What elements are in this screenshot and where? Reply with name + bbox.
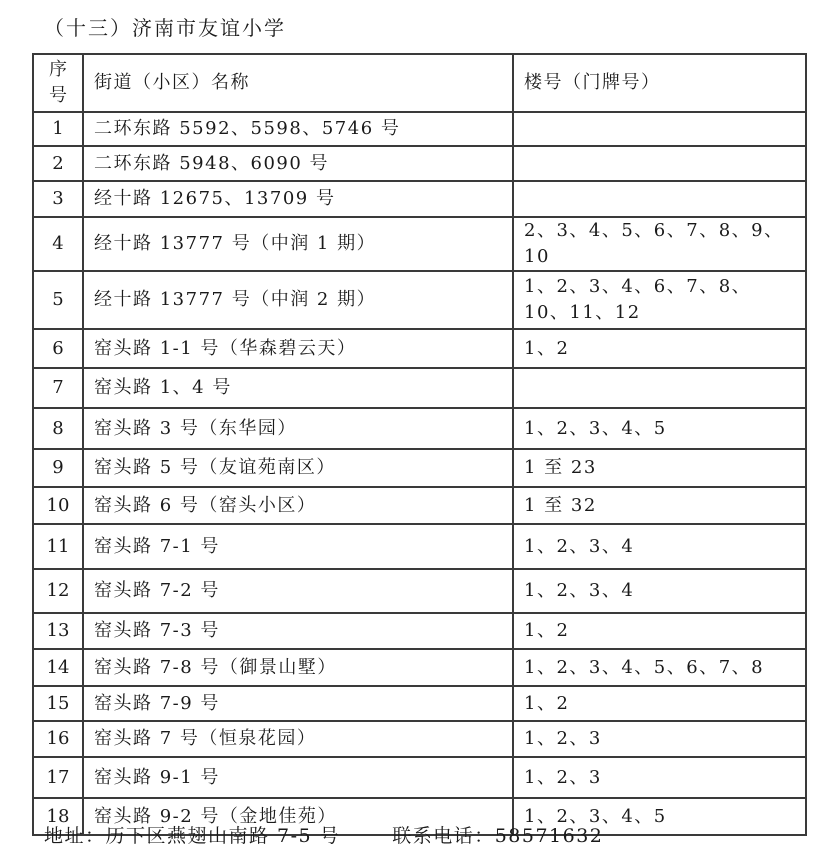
table-row — [33, 524, 806, 569]
row-street-name: 经十路 13777 号（中润 1 期） — [83, 217, 513, 271]
table-header-row — [33, 54, 806, 112]
row-street-name: 窑头路 1、4 号 — [83, 368, 513, 408]
row-serial-no: 15 — [33, 686, 83, 721]
row-street-name: 窑头路 3 号（东华园） — [83, 408, 513, 449]
header-serial-line1: 序 — [49, 59, 67, 80]
table-row — [33, 112, 806, 146]
row-building-no: 1、2、3、4、5 — [513, 408, 806, 449]
row-building-no: 1、2 — [513, 329, 806, 368]
row-serial-no: 4 — [33, 217, 83, 271]
row-street-name: 二环东路 5948、6090 号 — [83, 146, 513, 181]
footer-phone: 联系电话：58571632 — [392, 825, 604, 847]
header-serial-line2: 号 — [49, 85, 67, 106]
row-street-name: 窑头路 1-1 号（华森碧云天） — [83, 329, 513, 368]
row-street-name: 窑头路 5 号（友谊苑南区） — [83, 449, 513, 487]
row-serial-no: 17 — [33, 757, 83, 798]
row-serial-no: 2 — [33, 146, 83, 181]
row-building-no — [513, 368, 806, 408]
row-building-no — [513, 181, 806, 217]
table-row — [33, 329, 806, 368]
row-serial-no: 16 — [33, 721, 83, 757]
row-building-no: 2、3、4、5、6、7、8、9、10 — [513, 217, 806, 271]
table-row — [33, 271, 806, 329]
row-building-no: 1、2、3、4、6、7、8、10、11、12 — [513, 271, 806, 329]
row-serial-no: 14 — [33, 649, 83, 686]
row-street-name: 窑头路 7 号（恒泉花园） — [83, 721, 513, 757]
footer-address: 地址：历下区燕翅山南路 7-5 号 — [44, 825, 341, 847]
row-building-no: 1、2 — [513, 686, 806, 721]
table-row — [33, 613, 806, 649]
row-building-no: 1、2、3、4 — [513, 569, 806, 613]
row-street-name: 经十路 13777 号（中润 2 期） — [83, 271, 513, 329]
row-building-no: 1、2、3、4 — [513, 524, 806, 569]
row-building-no: 1 至 23 — [513, 449, 806, 487]
row-building-no: 1、2、3、4、5 — [513, 798, 806, 835]
table-row — [33, 368, 806, 408]
table-row — [33, 487, 806, 524]
row-street-name: 窑头路 7-2 号 — [83, 569, 513, 613]
row-serial-no: 8 — [33, 408, 83, 449]
row-serial-no: 11 — [33, 524, 83, 569]
row-street-name: 窑头路 7-9 号 — [83, 686, 513, 721]
table-row — [33, 449, 806, 487]
row-building-no: 1、2 — [513, 613, 806, 649]
table-row — [33, 217, 806, 271]
row-serial-no: 9 — [33, 449, 83, 487]
row-serial-no: 18 — [33, 798, 83, 835]
row-street-name: 窑头路 6 号（窑头小区） — [83, 487, 513, 524]
row-serial-no: 3 — [33, 181, 83, 217]
row-serial-no: 12 — [33, 569, 83, 613]
table-row — [33, 757, 806, 798]
table-row — [33, 721, 806, 757]
row-serial-no: 6 — [33, 329, 83, 368]
row-street-name: 窑头路 7-3 号 — [83, 613, 513, 649]
row-street-name: 窑头路 7-1 号 — [83, 524, 513, 569]
row-street-name: 窑头路 9-2 号（金地佳苑） — [83, 798, 513, 835]
header-building-no: 楼号（门牌号） — [513, 54, 806, 112]
row-street-name: 窑头路 9-1 号 — [83, 757, 513, 798]
table-row — [33, 408, 806, 449]
row-serial-no: 1 — [33, 112, 83, 146]
table-row — [33, 181, 806, 217]
row-building-no: 1、2、3、4、5、6、7、8 — [513, 649, 806, 686]
table-row — [33, 146, 806, 181]
header-serial-no — [33, 54, 83, 112]
table-row — [33, 569, 806, 613]
row-street-name: 经十路 12675、13709 号 — [83, 181, 513, 217]
row-street-name: 窑头路 7-8 号（御景山墅） — [83, 649, 513, 686]
row-building-no: 1 至 32 — [513, 487, 806, 524]
table-body — [33, 112, 806, 835]
table-row — [33, 649, 806, 686]
row-serial-no: 5 — [33, 271, 83, 329]
row-building-no — [513, 146, 806, 181]
row-building-no: 1、2、3 — [513, 721, 806, 757]
row-serial-no: 13 — [33, 613, 83, 649]
footer — [44, 822, 603, 850]
row-serial-no: 10 — [33, 487, 83, 524]
section-title: （十三）济南市友谊小学 — [44, 16, 286, 40]
row-serial-no: 7 — [33, 368, 83, 408]
table-row — [33, 686, 806, 721]
row-street-name: 二环东路 5592、5598、5746 号 — [83, 112, 513, 146]
header-street-name: 街道（小区）名称 — [83, 54, 513, 112]
address-table — [32, 53, 807, 836]
row-building-no: 1、2、3 — [513, 757, 806, 798]
row-building-no — [513, 112, 806, 146]
